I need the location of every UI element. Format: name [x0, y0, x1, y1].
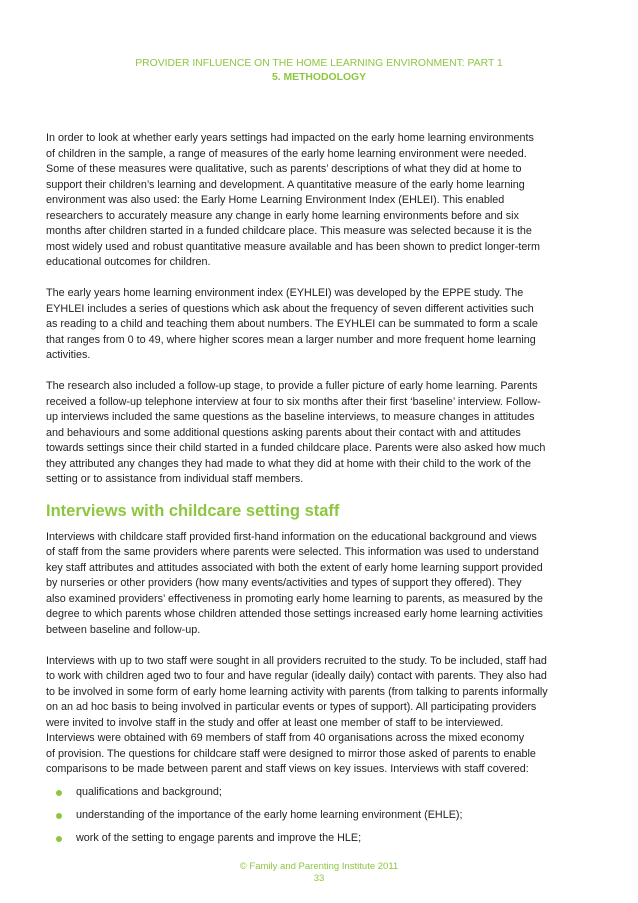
- paragraph-follow-up: The research also included a follow-up stage, to provide a fuller picture of early home learning. Parents received a follow-up telephone interview at four to six months after their first ‘baseline’ interview. Follow- up interviews included the same questions as the baseline interviews, to measure changes in attitudes and behaviours and some additional questions asking parents about their contact with and attitudes towards settings since their child started in a funded childcare place. Parents were also asked how much they attributed any changes they had made to what they did at home with their child to the work of the setting or to assistance from individual staff members.: [46, 380, 546, 485]
- section-heading: Interviews with childcare setting staff: [46, 501, 340, 520]
- list-item-text: work of the setting to engage parents and improve the HLE;: [76, 831, 362, 844]
- footer-copyright: © Family and Parenting Institute 2011: [239, 861, 399, 872]
- list-item-text: understanding of the importance of the early home learning environment (EHLE);: [76, 808, 463, 821]
- bullet-dot-icon: [56, 790, 62, 796]
- paragraph-ehlei-intro: In order to look at whether early years settings had impacted on the early home learning environments of children in the sample, a range of measures of the early home learning environment were needed. Some of these measures were qualitative, such as parents’ descriptions of what they did at home to support their children’s learning and development. A quantitative measure of the early home learning environment was also used: the Early Home Learning Environment Index (EHLEI). This enabled researchers to accurately measure any change in early home learning environments before and six months after children started in a funded childcare place. This measure was selected because it is the most widely used and robust quantitative measure available and has been shown to predict longer-term educational outcomes for children.: [46, 132, 540, 268]
- header-subtitle: 5. METHODOLOGY: [271, 72, 367, 83]
- list-item-text: qualifications and background;: [76, 785, 222, 798]
- list-item: [46, 808, 599, 824]
- page-header: [0, 57, 638, 85]
- page-content: [46, 131, 599, 854]
- paragraph-staff-interviews: Interviews with childcare staff provided first-hand information on the educational background and views of staff from the same providers where parents were selected. This information was used to understand key staff attributes and attitudes associated with both the extent of early home learning support provided by nurseries or other providers (how many events/activities and types of support they offered). They also examined providers’ effectiveness in promoting early home learning to parents, as measured by the degree to which parents whose children attended those settings increased early home learning activities between baseline and follow-up.: [46, 530, 543, 636]
- bullet-list: [46, 785, 599, 847]
- list-item: [46, 831, 599, 847]
- bullet-dot-icon: [56, 836, 62, 842]
- header-title: PROVIDER INFLUENCE ON THE HOME LEARNING ENVIRONMENT: PART 1: [135, 58, 503, 69]
- list-item: [46, 785, 599, 801]
- paragraph-staff-recruitment: Interviews with up to two staff were sought in all providers recruited to the study. To be included, staff had to work with children aged two to four and have regular (ideally daily) contact with parents. They also had to be involved in some form of early home learning activity with parents (from talking to parents informally on an ad hoc basis to being involved in particular events or types of support). All participating providers were invited to involve staff in the study and offer at least one member of staff to be interviewed. Interviews were obtained with 69 members of staff from 40 organisations across the mixed economy of provision. The questions for childcare staff were designed to mirror those asked of parents to enable comparisons to be made between parent and staff views on key issues. Interviews with staff covered:: [46, 654, 548, 775]
- bullet-dot-icon: [56, 813, 62, 819]
- page-footer: [0, 861, 638, 885]
- paragraph-eyhlei: The early years home learning environment index (EYHLEI) was developed by the EPPE study. The EYHLEI includes a series of questions which ask about the frequency of seven different activities such as reading to a child and teaching them about numbers. The EYHLEI can be summated to form a scale that ranges from 0 to 49, where higher scores mean a larger number and more frequent home learning activities.: [46, 287, 538, 361]
- page-number: 33: [313, 873, 325, 884]
